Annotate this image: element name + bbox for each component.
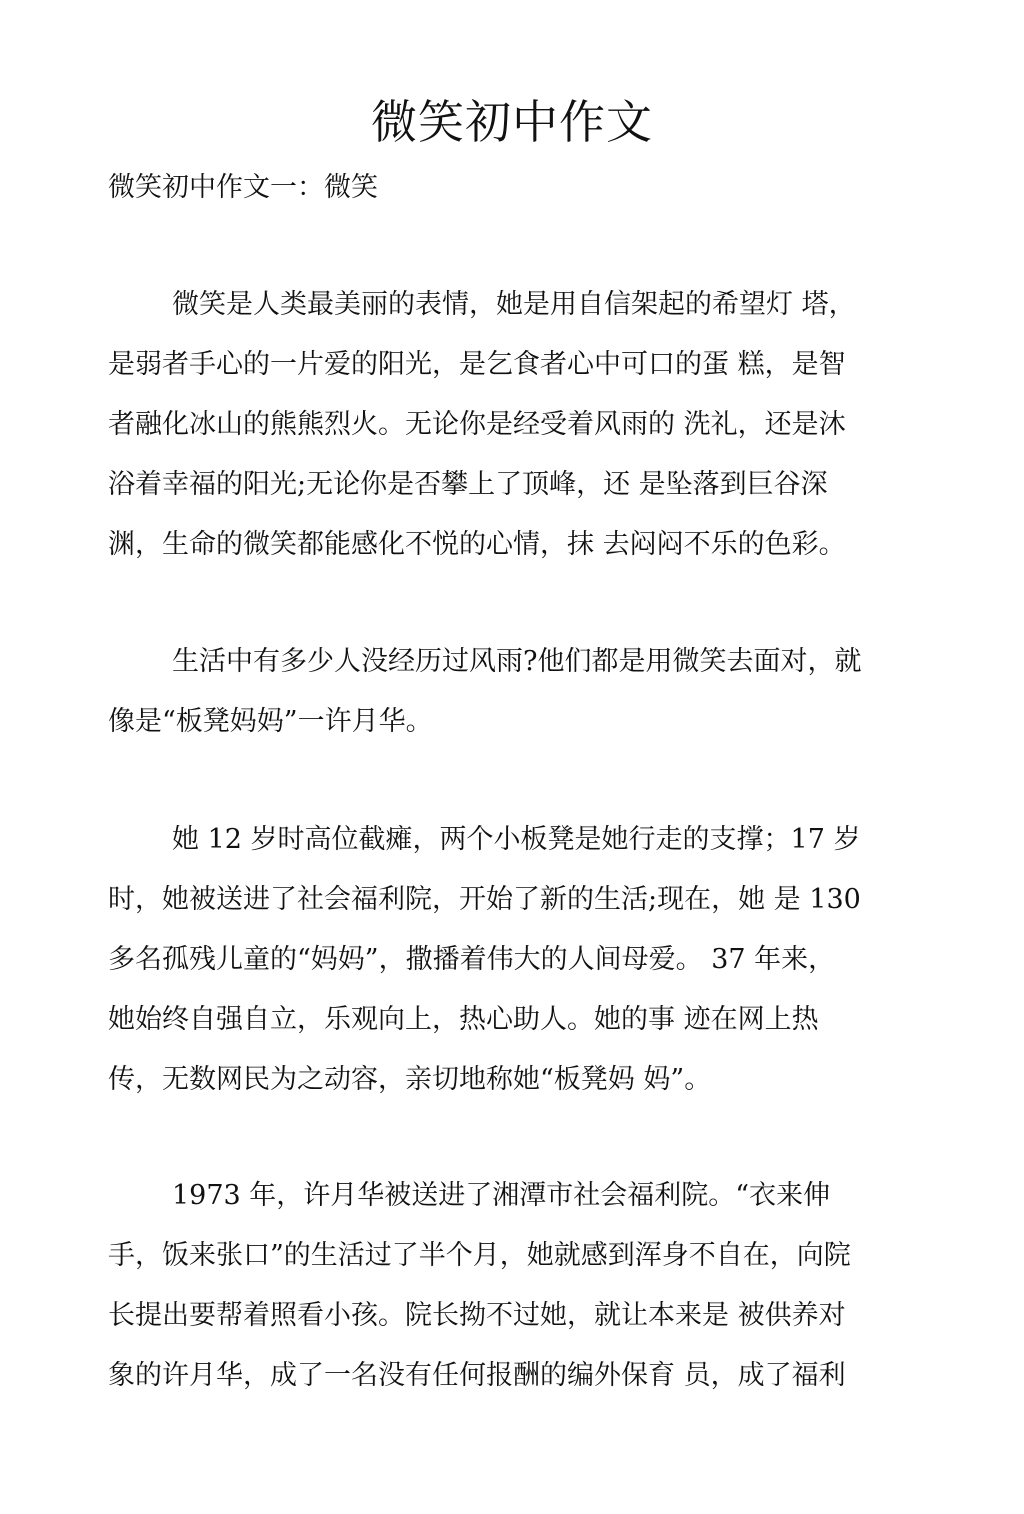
paragraph-line: 浴着幸福的阳光;无论你是否攀上了顶峰，还 是坠落到巨谷深: [108, 469, 828, 500]
paragraph-line: 是弱者手心的一片爱的阳光，是乞食者心中可口的蛋 糕，是智: [108, 349, 846, 380]
paragraph-line: 传，无数网民为之动容，亲切地称她“板凳妈 妈”。: [108, 1064, 712, 1095]
paragraph-line: 多名孤残儿童的“妈妈”，撒播着伟大的人间母爱。 37 年来，: [108, 944, 836, 975]
paragraph-line: 渊，生命的微笑都能感化不悦的心情，抹 去闷闷不乐的色彩。: [108, 529, 846, 560]
page-title: 微笑初中作文: [371, 95, 653, 149]
paragraph-line: 生活中有多少人没经历过风雨?他们都是用微笑去面对，就: [172, 646, 862, 677]
paragraph-line: 像是“板凳妈妈”一许月华。: [108, 706, 433, 737]
paragraph-line: 长提出要帮着照看小孩。院长拗不过她，就让本来是 被供养对: [108, 1300, 846, 1331]
paragraph-3: [108, 810, 918, 1110]
paragraph-line: 1973 年，许月华被送进了湘潭市社会福利院。“衣来伸: [172, 1180, 831, 1211]
paragraph-2: [108, 632, 918, 752]
section-heading: 微笑初中作文一：微笑: [108, 172, 378, 203]
paragraph-line: 手，饭来张口”的生活过了半个月，她就感到浑身不自在，向院: [108, 1240, 851, 1271]
paragraph-1: [108, 275, 918, 575]
paragraph-line: 象的许月华，成了一名没有任何报酬的编外保育 员，成了福利: [108, 1360, 846, 1391]
paragraph-line: 她始终自强自立，乐观向上，热心助人。她的事 迹在网上热: [108, 1004, 819, 1035]
paragraph-line: 者融化冰山的熊熊烈火。无论你是经受着风雨的 洗礼，还是沐: [108, 409, 846, 440]
paragraph-4: [108, 1166, 918, 1406]
paragraph-line: 微笑是人类最美丽的表情，她是用自信架起的希望灯 塔，: [172, 289, 856, 320]
paragraph-line: 时，她被送进了社会福利院，开始了新的生活;现在，她 是 130: [108, 884, 861, 915]
paragraph-line: 她 12 岁时高位截瘫，两个小板凳是她行走的支撑；17 岁: [172, 824, 861, 855]
